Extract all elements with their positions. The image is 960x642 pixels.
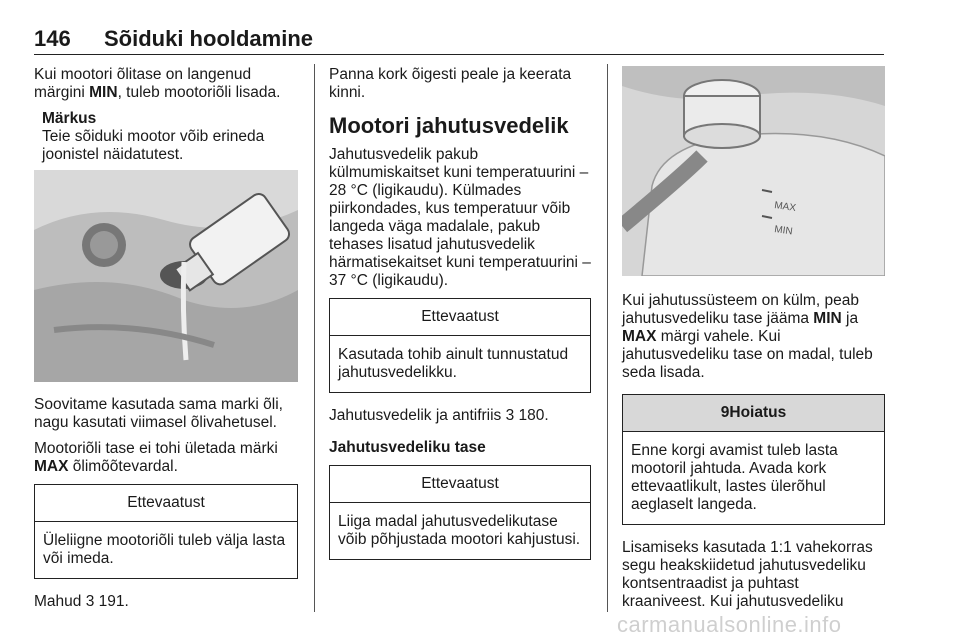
caution-body: Liiga madal jahutusvedelikutase võib põhjustada mootori kahjustusi. bbox=[338, 513, 581, 548]
paragraph: Kui mootori õlitase on langenud märgini MIN, tuleb mootoriõli lisada. bbox=[34, 66, 281, 101]
paragraph: Jahutusvedelik ja antifriis 3 180. bbox=[329, 407, 549, 424]
paragraph: Panna kork õigesti peale ja keerata kinni. bbox=[329, 66, 572, 101]
caution-title: Ettevaatust bbox=[330, 466, 590, 503]
page-header bbox=[34, 26, 884, 55]
page-ref[interactable]: 3 191. bbox=[85, 593, 129, 610]
page-title: Sõiduki hooldamine bbox=[104, 26, 314, 51]
note-body: Teie sõiduki mootor võib erineda joonistel näidatutest. bbox=[42, 128, 265, 163]
column-2 bbox=[329, 66, 591, 574]
caution-box bbox=[329, 465, 591, 560]
warning-title: 9Hoiatus bbox=[623, 395, 884, 432]
caution-title: Ettevaatust bbox=[35, 485, 297, 522]
page-number: 146 bbox=[34, 26, 71, 51]
page-ref[interactable]: 3 180. bbox=[505, 407, 549, 424]
warning-icon: 9 bbox=[720, 404, 730, 421]
note-title: Märkus bbox=[42, 110, 97, 127]
caution-body: Üleliigne mootoriõli tuleb välja lasta või imeda. bbox=[43, 532, 286, 567]
paragraph: Mahud 3 191. bbox=[34, 593, 129, 610]
caution-box bbox=[329, 298, 591, 393]
paragraph: Mootoriõli tase ei tohi ületada märki MAX õlimõõtevardal. bbox=[34, 440, 278, 475]
column-divider bbox=[607, 64, 608, 612]
warning-box bbox=[622, 394, 885, 525]
column-3 bbox=[622, 292, 885, 619]
reservoir-image bbox=[622, 66, 885, 276]
oil-filling-illustration bbox=[34, 170, 298, 382]
min-mark-label: MIN bbox=[773, 224, 794, 238]
engine-image bbox=[34, 170, 298, 382]
section-heading: Mootori jahutusvedelik bbox=[329, 113, 569, 138]
caution-body: Kasutada tohib ainult tunnustatud jahutusvedelikku. bbox=[338, 346, 569, 381]
paragraph: Kui jahutussüsteem on külm, peab jahutusvedeliku tase jääma MIN ja MAX märgi vahele. Kui jahutusvedeliku tase on madal, tuleb seda lisada. bbox=[622, 292, 873, 381]
caution-box bbox=[34, 484, 298, 579]
subsection-heading: Jahutusvedeliku tase bbox=[329, 439, 486, 456]
watermark: carmanualsonline.info bbox=[617, 612, 842, 637]
column-divider bbox=[314, 64, 315, 612]
max-mark-label: MAX bbox=[773, 200, 797, 214]
paragraph: Lisamiseks kasutada 1:1 vahekorras segu heakskiidetud jahutusvedeliku kontsentraadist ja puhtast kraaniveest. Kui jahutusvedeliku bbox=[622, 539, 873, 610]
paragraph: Jahutusvedelik pakub külmumiskaitset kuni temperatuurini –28 °C (ligikaudu). Külmades piirkondades, kus temperatuur võib langeda väga madalale, pakub tehases lisatud jahutusvedelik härmatisekaitset kuni temperatuurini –37 °C (ligikaudu). bbox=[329, 146, 591, 289]
warning-body: Enne korgi avamist tuleb lasta mootoril jahtuda. Avada kork ettevaatlikult, lastes ülerõhul aeglaselt langeda. bbox=[631, 442, 838, 513]
paragraph: Soovitame kasutada sama marki õli, nagu kasutati viimasel õlivahetusel. bbox=[34, 396, 283, 431]
caution-title: Ettevaatust bbox=[330, 299, 590, 336]
coolant-reservoir-illustration bbox=[622, 66, 885, 276]
